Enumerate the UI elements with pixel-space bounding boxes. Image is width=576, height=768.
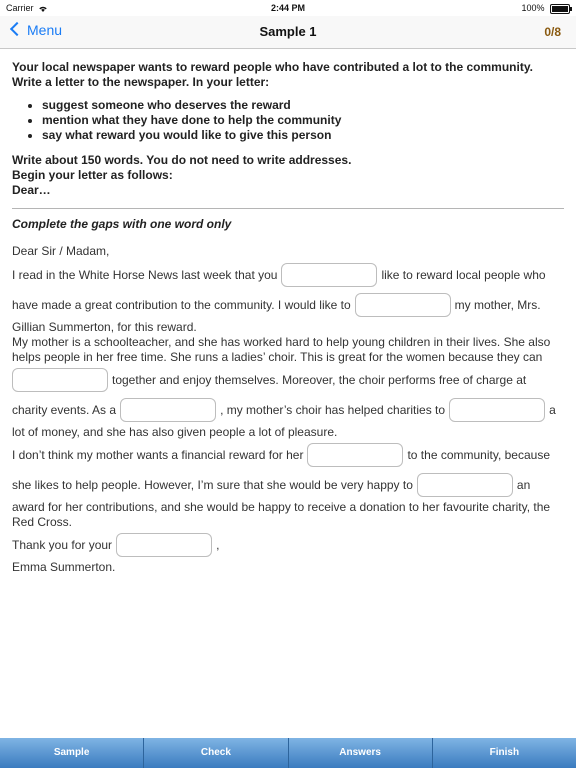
prompt-line: Write about 150 words. You do not need to write addresses.: [12, 153, 352, 167]
prompt-bullet: • say what reward you would like to give this person: [42, 128, 564, 143]
gap-input-2[interactable]: [355, 293, 451, 317]
sample-button[interactable]: Sample: [0, 738, 144, 768]
letter-line: [12, 260, 564, 290]
gap-input-4[interactable]: [120, 398, 216, 422]
letter-sentence: Gillian Summerton, for this reward.: [12, 320, 197, 334]
letter-fragment: my mother, Mrs.: [454, 297, 541, 312]
letter-fragment: like to reward local people who: [381, 267, 546, 282]
menu-back-button[interactable]: [8, 22, 62, 38]
letter-sentence: award for her contributions, and she would be happy to receive a donation to her favourite charity, the Red Cross.: [12, 500, 551, 529]
letter-text: [12, 244, 564, 575]
menu-back-label: Menu: [27, 22, 63, 38]
prompt-bullet: • suggest someone who deserves the reward: [42, 98, 564, 113]
letter-signature: Emma Summerton.: [12, 560, 116, 574]
gap-input-6[interactable]: [307, 443, 403, 467]
letter-fragment: have made a great contribution to the community. I would like to: [12, 297, 351, 312]
letter-fragment: I read in the White Horse News last week that you: [12, 267, 278, 282]
letter-fragment: a: [549, 402, 556, 417]
letter-salutation: Dear Sir / Madam,: [12, 244, 110, 258]
finish-button[interactable]: Finish: [489, 747, 520, 758]
score-counter: 0/8: [544, 25, 561, 39]
exercise-content: [12, 60, 564, 575]
battery-indicator: [521, 3, 570, 14]
gap-input-3[interactable]: [12, 368, 108, 392]
page-title: Sample 1: [259, 24, 317, 39]
gap-input-7[interactable]: [417, 473, 513, 497]
letter-fragment: , my mother’s choir has helped charities to: [220, 402, 446, 417]
check-button[interactable]: Check: [144, 738, 288, 768]
prompt-bullets: [12, 98, 564, 143]
battery-icon: [550, 4, 570, 14]
letter-line: [12, 290, 564, 320]
letter-line: [12, 530, 564, 560]
letter-fragment: Thank you for your: [12, 537, 113, 552]
letter-line: [12, 470, 564, 500]
letter-fragment: she likes to help people. However, I’m sure that she would be very happy to: [12, 477, 413, 492]
letter-fragment: I don’t think my mother wants a financial reward for her: [12, 447, 304, 462]
status-time: 2:44 PM: [270, 3, 305, 13]
prompt-line: Begin your letter as follows:: [12, 168, 173, 182]
prompt-line: Dear…: [12, 183, 51, 197]
nav-bar: [0, 16, 576, 49]
status-bar: [0, 0, 576, 16]
letter-sentence: lot of money, and she has also given people a lot of pleasure.: [12, 425, 338, 439]
divider: [12, 208, 564, 209]
letter-paragraph: My mother is a schoolteacher, and she has worked hard to help young children in their lives. She also helps people in her free time. She runs a ladies’ choir. This is great for the women because they can: [12, 335, 551, 364]
bottom-toolbar: [0, 738, 576, 768]
answers-button[interactable]: Answers: [289, 738, 433, 768]
chevron-left-icon: [10, 22, 24, 36]
task-prompt: [12, 60, 564, 198]
letter-fragment: to the community, because: [407, 447, 550, 462]
letter-line: [12, 395, 564, 425]
prompt-bullet: • mention what they have done to help the community: [42, 113, 564, 128]
gap-instruction: Complete the gaps with one word only: [12, 217, 232, 231]
gap-input-5[interactable]: [449, 398, 545, 422]
gap-input-1[interactable]: [281, 263, 377, 287]
prompt-intro: Your local newspaper wants to reward people who have contributed a lot to the community. Write a letter to the newspaper. In your letter:: [12, 60, 533, 89]
letter-fragment: an: [516, 477, 531, 492]
carrier-text: Carrier: [6, 3, 34, 13]
letter-line: [12, 365, 564, 395]
gap-input-8[interactable]: [116, 533, 212, 557]
letter-fragment: charity events. As a: [12, 402, 117, 417]
battery-percent: 100%: [521, 3, 545, 13]
letter-fragment: together and enjoy themselves. Moreover, the choir performs free of charge at: [112, 372, 527, 387]
letter-fragment: ,: [216, 537, 220, 552]
letter-line: [12, 440, 564, 470]
